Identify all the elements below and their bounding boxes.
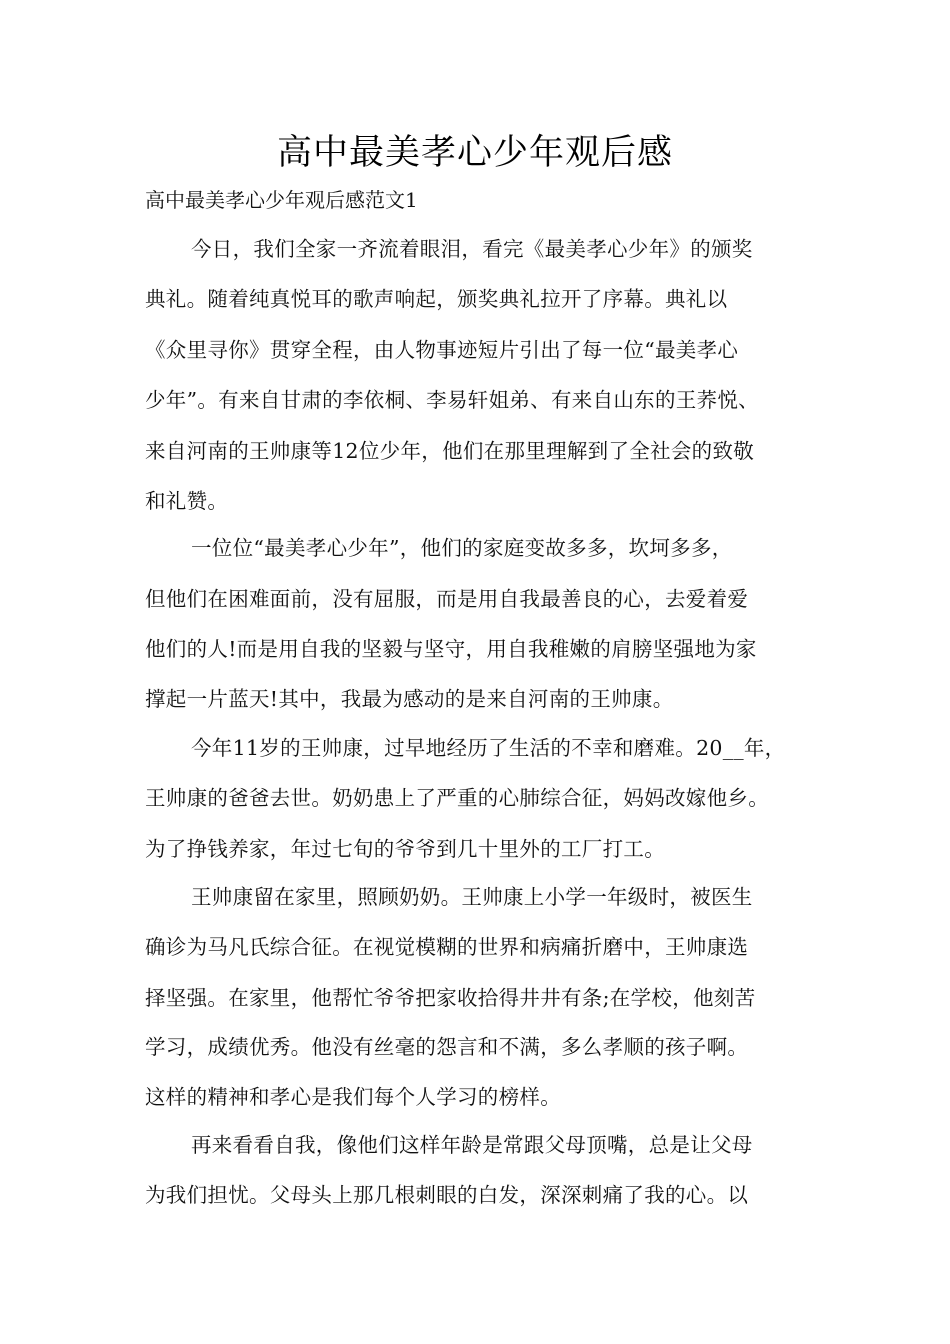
paragraph-line: 和礼赞。 <box>145 489 229 513</box>
document-subtitle: 高中最美孝心少年观后感范文1 <box>145 188 418 212</box>
paragraph-line: 为了挣钱养家，年过七旬的爷爷到几十里外的工厂打工。 <box>145 837 665 861</box>
paragraph-line: 少年”。有来自甘肃的李依桐、李易轩姐弟、有来自山东的王荞悦、 <box>145 388 759 412</box>
paragraph-line: 来自河南的王帅康等12位少年，他们在那里理解到了全社会的致敬 <box>145 439 755 463</box>
paragraph-line: 确诊为马凡氏综合征。在视觉模糊的世界和病痛折磨中，王帅康选 <box>145 935 749 959</box>
paragraph-line: 他们的人!而是用自我的坚毅与坚守，用自我稚嫩的肩膀坚强地为家 <box>145 637 757 661</box>
paragraph-line: 今日，我们全家一齐流着眼泪，看完《最美孝心少年》的颁奖 <box>191 237 753 261</box>
paragraph-line: 典礼。随着纯真悦耳的歌声响起，颁奖典礼拉开了序幕。典礼以 <box>145 287 728 311</box>
paragraph-line: 学习，成绩优秀。他没有丝毫的怨言和不满，多么孝顺的孩子啊。 <box>145 1035 749 1059</box>
paragraph-line: 择坚强。在家里，他帮忙爷爷把家收拾得井井有条;在学校，他刻苦 <box>145 986 756 1010</box>
paragraph-line: 再来看看自我，像他们这样年龄是常跟父母顶嘴，总是让父母 <box>191 1133 753 1157</box>
paragraph-line: 但他们在困难面前，没有屈服，而是用自我最善良的心，去爱着爱 <box>145 587 749 611</box>
document-title: 高中最美孝心少年观后感 <box>276 133 673 173</box>
paragraph-line: 一位位“最美孝心少年”，他们的家庭变故多多，坎坷多多， <box>191 536 733 560</box>
paragraph-line: 《众里寻你》贯穿全程，由人物事迹短片引出了每一位“最美孝心 <box>145 338 739 362</box>
paragraph-line: 为我们担忧。父母头上那几根刺眼的白发，深深刺痛了我的心。以 <box>145 1183 749 1207</box>
paragraph-line: 今年11岁的王帅康，过早地经历了生活的不幸和磨难。20__年， <box>191 736 786 760</box>
paragraph-line: 这样的精神和孝心是我们每个人学习的榜样。 <box>145 1085 561 1109</box>
paragraph-line: 撑起一片蓝天!其中，我最为感动的是来自河南的王帅康。 <box>145 687 674 711</box>
paragraph-line: 王帅康留在家里，照顾奶奶。王帅康上小学一年级时，被医生 <box>191 885 753 909</box>
paragraph-line: 王帅康的爸爸去世。奶奶患上了严重的心肺综合征，妈妈改嫁他乡。 <box>145 786 769 810</box>
